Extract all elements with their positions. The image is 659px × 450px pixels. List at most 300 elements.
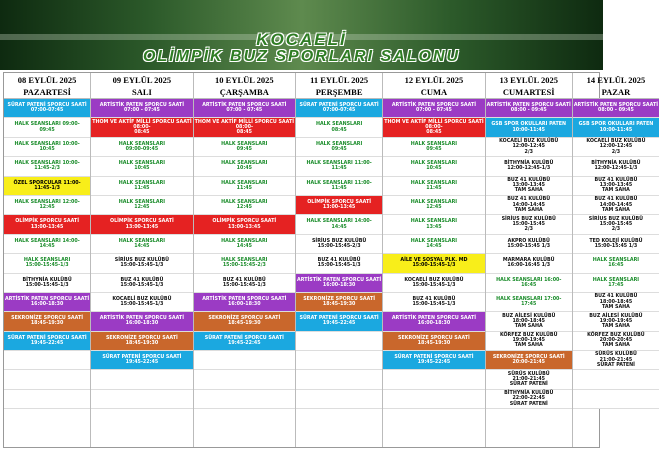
slot-detail: TAM SAHA (514, 188, 543, 194)
slot-title: HALK SEANSLARI (23, 258, 71, 264)
slot-detail: 15:00-15:45 1/3 (594, 243, 638, 249)
slot-detail: 14:45 (426, 243, 442, 249)
schedule-slot (91, 196, 192, 215)
slot-title: HALK SEANSLARI 10:00- (14, 141, 80, 147)
schedule-slot (573, 390, 659, 409)
slot-detail: 11:45 (331, 166, 347, 172)
slot-title: SEKRONİZE SPORCU SAATİ (105, 335, 178, 341)
slot-title: BUZ AİLESİ KULÜBÜ (502, 313, 556, 319)
schedule-slot (296, 157, 382, 176)
schedule-slot (573, 177, 659, 196)
schedule-slot (486, 254, 572, 273)
schedule-slot (573, 196, 659, 215)
slot-title: BUZ 41 KULÜBÜ (120, 277, 164, 283)
schedule-slot (296, 215, 382, 234)
slot-detail: 15:00-15:45-1/3 (222, 282, 266, 288)
slot-title: TED KOLEJİ KULÜBÜ (589, 238, 643, 244)
slot-detail: 15:00-15:45-1/3 (412, 302, 456, 308)
slot-title: HALK SEANSLARI (410, 161, 458, 167)
slot-title: HALK SEANSLARI 17:00- (496, 296, 562, 302)
slot-detail: 16:00-18:30 (417, 321, 451, 327)
slot-title: ARTİSTİK PATEN SPORCU SAATİ (5, 296, 90, 302)
slot-title: ARTİSTİK PATEN SPORCU SAATİ (99, 102, 184, 108)
slot-detail: TAM SAHA (601, 304, 630, 310)
slot-detail: 14:45 (134, 243, 150, 249)
schedule-slot (4, 196, 90, 215)
schedule-slot (383, 196, 484, 215)
slot-title: HALK SEANSLARI (118, 141, 166, 147)
schedule-slot (194, 332, 295, 351)
schedule-slot (573, 293, 659, 312)
slot-title: ARTİSTİK PATEN SPORCU SAATİ (391, 316, 477, 322)
schedule-slot (91, 274, 192, 293)
slot-detail: 16:45 (608, 263, 624, 269)
schedule-slot (91, 215, 192, 234)
day-header (486, 73, 572, 99)
slot-detail: TAM SAHA (514, 207, 543, 213)
slot-detail: 10:00-11:45 (512, 127, 545, 133)
slot-title: THOM VE AKTİF MİLLİ SPORCU SAATİ (384, 119, 484, 125)
slot-detail: 08:00- (425, 124, 443, 130)
day-name: CUMARTESİ (502, 87, 555, 97)
day-date: 12 EYLÜL 2025 (404, 75, 464, 85)
schedule-slot (296, 390, 382, 409)
slot-title: ÖZEL SPORCULAR 11:00- (13, 180, 81, 186)
day-name: PAZARTESİ (23, 87, 71, 97)
slot-detail: 11:45 (426, 185, 442, 191)
slot-title: BUZ 41 KULÜBÜ (507, 197, 551, 203)
slot-title: KOCAELİ BUZ KULÜBÜ (404, 277, 464, 283)
schedule-slot (486, 157, 572, 176)
schedule-slot (296, 351, 382, 370)
slot-title: HALK SEANSLARI (118, 238, 166, 244)
slot-detail: 21:00-21:45 (512, 377, 545, 383)
schedule-slot (573, 157, 659, 176)
slot-detail: 13:00-13:45 (228, 224, 261, 230)
schedule-slot (383, 293, 484, 312)
slot-title: HALK SEANSLARI 11:00- (306, 161, 372, 167)
schedule-slot (486, 118, 572, 137)
slot-detail: 11:45-1/3 (34, 185, 60, 191)
schedule-slot (296, 118, 382, 137)
slot-title: OLİMPİK SPORCU SAATİ (307, 199, 372, 205)
day-header (296, 73, 382, 99)
schedule-slot (91, 99, 192, 118)
schedule-slot (383, 254, 484, 273)
slot-title: ARTİSTİK PATEN SPORCU SAATİ (573, 102, 659, 108)
weekly-schedule-grid (3, 72, 659, 448)
slot-title: KOCAELİ BUZ KULÜBÜ (499, 139, 559, 145)
slot-detail: 13:00-13:45 (512, 183, 545, 189)
slot-detail: 13:00-13:45 (322, 205, 356, 211)
slot-title: MARMARA KULÜBÜ (502, 258, 555, 264)
slot-detail: 19:00-19:45 (599, 318, 633, 324)
slot-title: BUZ 41 KULÜBÜ (507, 177, 551, 183)
slot-detail: 18:00-18:45 (599, 299, 633, 305)
slot-detail: 18:45-19:30 (125, 340, 159, 346)
slot-detail: 10:00-11:45 (599, 127, 633, 133)
slot-detail: TAM SAHA (514, 324, 543, 330)
slot-detail: 08:00- (133, 124, 151, 130)
slot-title: OLİMPİK SPORCU SAATİ (15, 219, 79, 225)
slot-title: SÜRAT PATENİ SPORCU SAATİ (394, 355, 474, 361)
schedule-slot (91, 254, 192, 273)
slot-title: SÜRAT PATENİ SPORCU SAATİ (102, 355, 182, 361)
slot-detail: 08:45 (426, 130, 442, 136)
slot-detail: 16:00-18:30 (30, 302, 64, 308)
slot-detail: 20:00-21:45 (512, 360, 545, 366)
slot-detail: 15:00-15:45-1/3 (120, 263, 164, 269)
slot-detail: TAM SAHA (601, 343, 630, 349)
schedule-slot (91, 312, 192, 331)
schedule-slot (383, 332, 484, 351)
slot-detail: 14:45 (331, 224, 347, 230)
schedule-slot (296, 196, 382, 215)
slot-detail: 12:45 (134, 205, 150, 211)
schedule-slot (486, 370, 572, 389)
slot-detail: 08:45 (134, 130, 150, 136)
day-header (573, 73, 659, 99)
slot-detail: 19:45-22:45 (322, 321, 356, 327)
slot-title: SİRİUS BUZ KULÜBÜ (501, 216, 556, 222)
schedule-slot (486, 351, 572, 370)
schedule-slot (486, 99, 572, 118)
day-name: PAZAR (601, 87, 631, 97)
slot-title: ARTİSTİK PATEN SPORCU SAATİ (202, 296, 287, 302)
schedule-slot (194, 254, 295, 273)
schedule-slot (91, 332, 192, 351)
day-name: CUMA (420, 87, 448, 97)
slot-detail: 15:00-15:45-1/3 (412, 263, 456, 269)
slot-detail: 12:45 (39, 205, 55, 211)
slot-title: HALK SEANSLARI (410, 238, 458, 244)
schedule-slot (573, 99, 659, 118)
slot-title: SEKRONİZE SPORCU SAATİ (492, 355, 565, 361)
day-column (383, 73, 485, 447)
slot-detail: 16:45 (521, 282, 537, 288)
slot-title: THOM VE AKTİF MİLLİ SPORCU SAATİ (92, 119, 192, 125)
schedule-slot (91, 235, 192, 254)
slot-detail: 13:45 (426, 224, 442, 230)
day-date: 13 EYLÜL 2025 (499, 75, 559, 85)
slot-title: SİRİUS BUZ KULÜBÜ (588, 216, 644, 222)
slot-title: BİTHYNİA KULÜBÜ (591, 161, 641, 167)
schedule-slot (383, 118, 484, 137)
slot-title: SEKRONİZE SPORCU SAATİ (303, 296, 376, 302)
slot-detail: 08:00 - 09:45 (510, 108, 547, 114)
slot-detail: 15:00-15:45-1/3 (120, 302, 164, 308)
slot-title: AİLE VE SOSYAL PLK. MD (400, 258, 468, 264)
slot-detail: 15:00-15:45-1/3 (25, 282, 69, 288)
slot-detail: 2/3 (524, 149, 533, 155)
slot-title: BUZ 41 KULÜBÜ (594, 197, 638, 203)
schedule-slot (486, 293, 572, 312)
schedule-slot (91, 293, 192, 312)
day-header (91, 73, 192, 99)
day-date: 14 EYLÜL 2025 (586, 75, 646, 85)
slot-detail: 08:00 - 09:45 (597, 108, 634, 114)
schedule-slot (4, 293, 90, 312)
slot-detail: 19:00-19:45 (512, 338, 545, 344)
schedule-slot (296, 254, 382, 273)
slot-detail: 18:45-19:30 (30, 321, 64, 327)
day-name: PERŞEMBE (315, 87, 363, 97)
slot-title: GSB SPOR OKULLARI PATEN (491, 122, 567, 128)
slot-title: HALK SEANSLARI 09:00- (14, 122, 80, 128)
day-date: 11 EYLÜL 2025 (310, 75, 369, 85)
schedule-slot (383, 312, 484, 331)
slot-title: HALK SEANSLARI (315, 122, 363, 128)
schedule-slot (4, 99, 90, 118)
schedule-slot (4, 118, 90, 137)
slot-detail: 15:00-15:45-1/3 (120, 282, 164, 288)
slot-detail: 10:45 (236, 166, 252, 172)
day-name: ÇARŞAMBA (219, 87, 269, 97)
slot-detail: 18:00-18:45 (512, 318, 545, 324)
slot-title: ARTİSTİK PATEN SPORCU SAATİ (297, 277, 382, 283)
schedule-slot (296, 274, 382, 293)
schedule-slot (194, 293, 295, 312)
slot-title: HALK SEANSLARI (118, 161, 166, 167)
slot-detail: 14:45 (236, 243, 252, 249)
day-column (4, 73, 91, 447)
schedule-slot (296, 370, 382, 389)
slot-title: BİTHYNİA KULÜBÜ (504, 391, 554, 397)
slot-title: SÜRAT PATENİ SPORCU SAATİ (204, 335, 284, 341)
slot-detail: 16:00-18:30 (125, 321, 159, 327)
slot-detail: 19:45-22:45 (125, 360, 159, 366)
slot-title: BUZ 41 KULÜBÜ (222, 277, 266, 283)
schedule-slot (194, 138, 295, 157)
slot-detail: 09:00-09:45 (125, 146, 159, 152)
schedule-slot (573, 274, 659, 293)
schedule-slot (296, 332, 382, 351)
slot-detail: 16:00-16:45 1/3 (507, 263, 551, 269)
slot-title: ARTİSTİK PATEN SPORCU SAATİ (99, 316, 184, 322)
slot-detail: 09:45 (236, 146, 252, 152)
schedule-slot (91, 370, 192, 389)
slot-detail: 15:00-15:45 1/3 (507, 243, 551, 249)
slot-detail: SÜRAT PATENİ (596, 362, 635, 368)
slot-title: HALK SEANSLARI (592, 277, 640, 283)
schedule-slot (486, 138, 572, 157)
slot-title: SİRİUS BUZ KULÜBÜ (114, 258, 170, 264)
schedule-slot (194, 177, 295, 196)
day-column (573, 73, 659, 447)
schedule-slot (486, 177, 572, 196)
slot-detail: 19:45-22:45 (30, 340, 64, 346)
slot-detail: 2/3 (611, 149, 621, 155)
slot-detail: 12:00-12:45 (512, 144, 545, 150)
slot-detail: 12:45 (236, 205, 252, 211)
slot-detail: 10:45 (426, 166, 442, 172)
day-column (296, 73, 383, 447)
schedule-slot (4, 351, 90, 370)
schedule-slot (194, 274, 295, 293)
schedule-slot (383, 274, 484, 293)
slot-detail: 08:45 (236, 130, 252, 136)
slot-detail: 11:45-2/3 (34, 166, 60, 172)
slot-title: SÜRAT PATENİ SPORCU SAATİ (7, 335, 87, 341)
slot-detail: 07:00 - 07:45 (226, 108, 263, 114)
slot-title: HALK SEANSLARI (592, 258, 640, 264)
day-header (383, 73, 484, 99)
slot-detail: 07:00-07:45 (30, 108, 64, 114)
schedule-slot (4, 157, 90, 176)
schedule-slot (573, 138, 659, 157)
schedule-slot (573, 254, 659, 273)
day-column (486, 73, 573, 447)
slot-detail: 07:00-07:45 (322, 108, 356, 114)
day-header (194, 73, 295, 99)
schedule-slot (194, 370, 295, 389)
slot-title: KÖRFEZ BUZ KULÜBÜ (587, 333, 645, 339)
slot-detail: 11:45 (236, 185, 252, 191)
slot-detail: 17:45 (608, 282, 624, 288)
slot-detail: SÜRAT PATENİ (509, 401, 548, 407)
schedule-slot (194, 196, 295, 215)
day-date: 09 EYLÜL 2025 (112, 75, 172, 85)
slot-detail: 22:00-22:45 (512, 396, 545, 402)
slot-detail: 08:00- (235, 124, 253, 130)
schedule-slot (486, 235, 572, 254)
slot-title: SEKRONİZE SPORCU SAATİ (208, 316, 281, 322)
slot-title: KOCAELİ BUZ KULÜBÜ (112, 296, 172, 302)
slot-title: HALK SEANSLARI (410, 180, 458, 186)
slot-detail: 13:00-13:45 (125, 224, 159, 230)
schedule-slot (194, 312, 295, 331)
slot-title: HALK SEANSLARI 10:00- (14, 161, 80, 167)
schedule-slot (383, 138, 484, 157)
schedule-slot (4, 254, 90, 273)
schedule-slot (573, 312, 659, 331)
slot-title: HALK SEANSLARI (410, 219, 458, 225)
slot-detail: 13:00-13:45 (599, 183, 633, 189)
schedule-slot (486, 312, 572, 331)
slot-title: SÜRAT PATENİ SPORCU SAATİ (299, 102, 379, 108)
schedule-slot (91, 351, 192, 370)
schedule-slot (573, 235, 659, 254)
slot-title: SÜRÜS KULÜBÜ (507, 371, 550, 377)
slot-detail: 12:00-12:45-1/3 (594, 166, 638, 172)
slot-title: SİRİUS BUZ KULÜBÜ (311, 238, 367, 244)
schedule-slot (383, 370, 484, 389)
slot-title: OLİMPİK SPORCU SAATİ (212, 219, 277, 225)
schedule-slot (194, 215, 295, 234)
schedule-slot (383, 351, 484, 370)
slot-detail: 18:45-19:30 (417, 340, 451, 346)
slot-detail: 15:00-15:45-2/3 (317, 243, 361, 249)
schedule-slot (296, 99, 382, 118)
schedule-slot (383, 390, 484, 409)
schedule-slot (194, 351, 295, 370)
schedule-slot (91, 118, 192, 137)
schedule-slot (194, 157, 295, 176)
slot-title: ARTİSTİK PATEN SPORCU SAATİ (202, 102, 287, 108)
banner-title-line2: OLİMPİK BUZ SPORLARI SALONU (142, 48, 461, 65)
schedule-slot (383, 157, 484, 176)
slot-detail: 09:45 (39, 127, 55, 133)
schedule-slot (383, 215, 484, 234)
slot-detail: 14:00-14:45 (512, 202, 545, 208)
slot-title: HALK SEANSLARI (118, 199, 166, 205)
slot-title: BUZ 41 KULÜBÜ (594, 177, 638, 183)
day-name: SALI (131, 87, 152, 97)
slot-title: BİTHYNİA KULÜBÜ (22, 277, 72, 283)
schedule-slot (194, 235, 295, 254)
day-column (91, 73, 193, 447)
slot-detail: 07:00 - 07:45 (415, 108, 452, 114)
slot-detail: 15:00-15:45-2/3 (222, 263, 266, 269)
slot-detail: 10:45 (134, 166, 150, 172)
slot-detail: 12:45 (426, 205, 442, 211)
schedule-slot (194, 99, 295, 118)
slot-detail: 18:45-19:30 (322, 302, 356, 308)
slot-title: HALK SEANSLARI (410, 199, 458, 205)
slot-title: THOM VE AKTİF MİLLİ SPORCU SAATİ (194, 119, 295, 125)
schedule-slot (4, 177, 90, 196)
slot-detail: 15:00-15:45-1/3 (412, 282, 456, 288)
slot-detail: 2/3 (611, 227, 621, 233)
slot-title: HALK SEANSLARI (221, 161, 268, 167)
slot-detail: 13:00-13:45 (30, 224, 64, 230)
slot-title: BİTHYNİA KULÜBÜ (504, 161, 554, 167)
slot-title: KOCAELİ BUZ KULÜBÜ (586, 139, 646, 145)
schedule-slot (486, 332, 572, 351)
slot-title: SÜRAT PATENİ SPORCU SAATİ (299, 316, 379, 322)
slot-title: SÜRAT PATENİ SPORCU SAATİ (7, 102, 87, 108)
slot-detail: 15:00-15:45 (512, 221, 545, 227)
slot-title: BUZ 41 KULÜBÜ (412, 296, 456, 302)
schedule-slot (383, 99, 484, 118)
slot-title: HALK SEANSLARI 12:00- (14, 199, 80, 205)
slot-title: BUZ 41 KULÜBÜ (594, 294, 638, 300)
slot-title: AKPRO KULÜBÜ (507, 238, 550, 244)
schedule-slot (4, 138, 90, 157)
schedule-slot (4, 312, 90, 331)
slot-title: SEKRONİZE SPORCU SAATİ (398, 335, 470, 341)
slot-title: SEKRONİZE SPORCU SAATİ (11, 316, 84, 322)
schedule-slot (573, 332, 659, 351)
day-header (4, 73, 90, 99)
slot-detail: 18:45-19:30 (228, 321, 261, 327)
schedule-slot (486, 274, 572, 293)
schedule-slot (194, 118, 295, 137)
slot-detail: 11:45 (134, 185, 150, 191)
slot-title: HALK SEANSLARI 14:00- (306, 219, 372, 225)
slot-detail: 16:00-18:30 (228, 302, 261, 308)
schedule-slot (91, 138, 192, 157)
slot-title: HALK SEANSLARI (118, 180, 166, 186)
slot-detail: 21:00-21:45 (599, 357, 633, 363)
slot-title: HALK SEANSLARI (221, 141, 268, 147)
slot-detail: TAM SAHA (601, 188, 630, 194)
slot-detail: 09:45 (426, 146, 442, 152)
header-banner (0, 0, 603, 70)
schedule-slot (91, 177, 192, 196)
slot-detail: 19:45-22:45 (417, 360, 451, 366)
slot-detail: 12:00-12:45 (599, 144, 633, 150)
slot-detail: TAM SAHA (601, 324, 630, 330)
day-date: 08 EYLÜL 2025 (17, 75, 77, 85)
schedule-slot (486, 390, 572, 409)
slot-detail: 20:00-20:45 (599, 338, 633, 344)
slot-detail: 07:00 - 07:45 (123, 108, 160, 114)
slot-detail: 17:45 (521, 302, 537, 308)
schedule-slot (4, 235, 90, 254)
slot-title: HALK SEANSLARI (221, 258, 268, 264)
slot-detail: 08:45 (331, 127, 347, 133)
